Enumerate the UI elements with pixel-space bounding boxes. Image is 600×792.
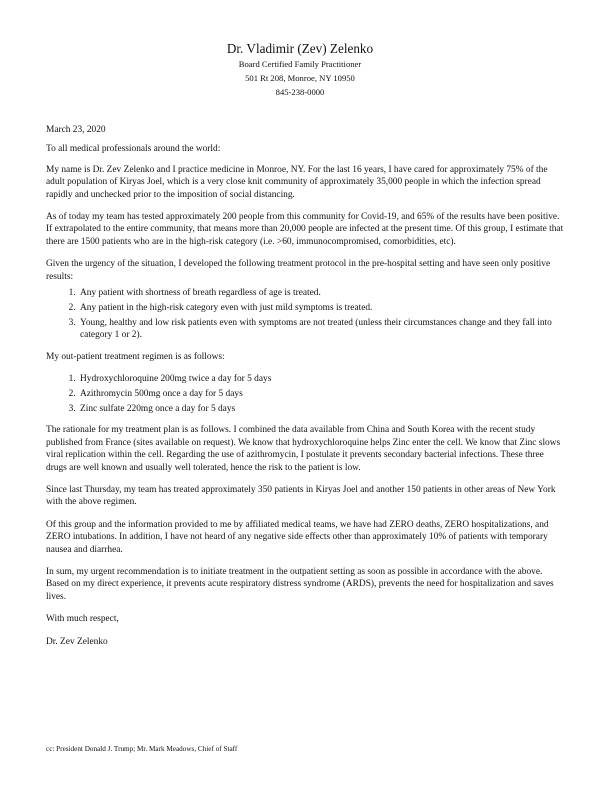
paragraph-results: Of this group and the information provided to me by affiliated medical teams, we have had ZERO deaths, ZERO hospitalizations, and ZERO intubations. In addition, I have not heard of any negative side effects other than approximately 10% of patients with temporary nausea and diarrhea.: [46, 519, 549, 555]
salutation: To all medical professionals around the world:: [46, 144, 221, 155]
closing: With much respect,: [46, 614, 119, 625]
protocol-item: 2. Any patient in the high-risk category even with just mild symptoms is treated.: [78, 302, 566, 314]
paragraph-protocol-intro: Given the urgency of the situation, I developed the following treatment protocol in the pre-hospital setting and have seen only positive results:: [46, 259, 551, 282]
paragraph-rationale: The rationale for my treatment plan is as follows. I combined the data available from China and South Korea with the recent study published from France (sites available on request). We know that hydroxychloroquine helps Zinc enter the cell. We know that Zinc slows viral replication within the cell. Regarding the use of azithromycin, I postulate it prevents secondary bacterial infections. These three drugs are well known and usually well tolerated, hence the risk to the patient is low.: [46, 425, 561, 473]
paragraph-regimen-intro: My out-patient treatment regimen is as follows:: [46, 351, 225, 362]
protocol-item: 1. Any patient with shortness of breath regardless of age is treated.: [78, 287, 566, 299]
letterhead-title: Board Certified Family Practitioner: [238, 59, 362, 69]
regimen-item: 3. Zinc sulfate 220mg once a day for 5 days: [78, 403, 566, 415]
regimen-item: 1. Hydroxychloroquine 200mg twice a day for 5 days: [78, 373, 566, 385]
paragraph-treated: Since last Thursday, my team has treated approximately 350 patients in Kiryas Joel and another 150 patients in other areas of New York with the above regimen.: [46, 484, 556, 508]
protocol-item: 3. Young, healthy and low risk patients even with symptoms are not treated (unless their circumstances change and they fall into category 1 or 2).: [78, 317, 566, 342]
protocol-list: [46, 287, 566, 342]
letterhead: [0, 40, 600, 99]
signature: Dr. Zev Zelenko: [46, 636, 108, 647]
letterhead-name: Dr. Vladimir (Zev) Zelenko: [226, 41, 374, 56]
letterhead-address: 501 Rt 208, Monroe, NY 10950: [245, 73, 355, 83]
letterhead-phone: 845-238-0000: [275, 87, 325, 97]
letter-date: March 23, 2020: [46, 125, 106, 135]
paragraph-intro: My name is Dr. Zev Zelenko and I practice medicine in Monroe, NY. For the last 16 years, I have cared for approximately 75% of the adult population of Kiryas Joel, which is a very close knit community of approximately 35,000 people in which the infection spread rapidly and unchecked prior to the imposition of social distancing.: [46, 164, 548, 200]
letter-body: [46, 124, 566, 648]
regimen-list: [46, 373, 566, 415]
paragraph-summary: In sum, my urgent recommendation is to initiate treatment in the outpatient setting as soon as possible in accordance with the above. Based on my direct experience, it prevents acute respiratory distress syndrome (ARDS), prevents the need for hospitalization and saves lives.: [46, 566, 554, 602]
regimen-item: 2. Azithromycin 500mg once a day for 5 days: [78, 388, 566, 400]
cc-line: cc: President Donald J. Trump; Mr. Mark Meadows, Chief of Staff: [46, 745, 238, 753]
paragraph-testing: As of today my team has tested approximately 200 people from this community for Covid-19, and 65% of the results have been positive. If extrapolated to the entire community, that means more than 20,000 people are infected at the present time. Of this group, I estimate that there are 1500 patients who are in the high-risk category (i.e. >60, immunocompromised, comorbidities, etc).: [46, 212, 564, 247]
